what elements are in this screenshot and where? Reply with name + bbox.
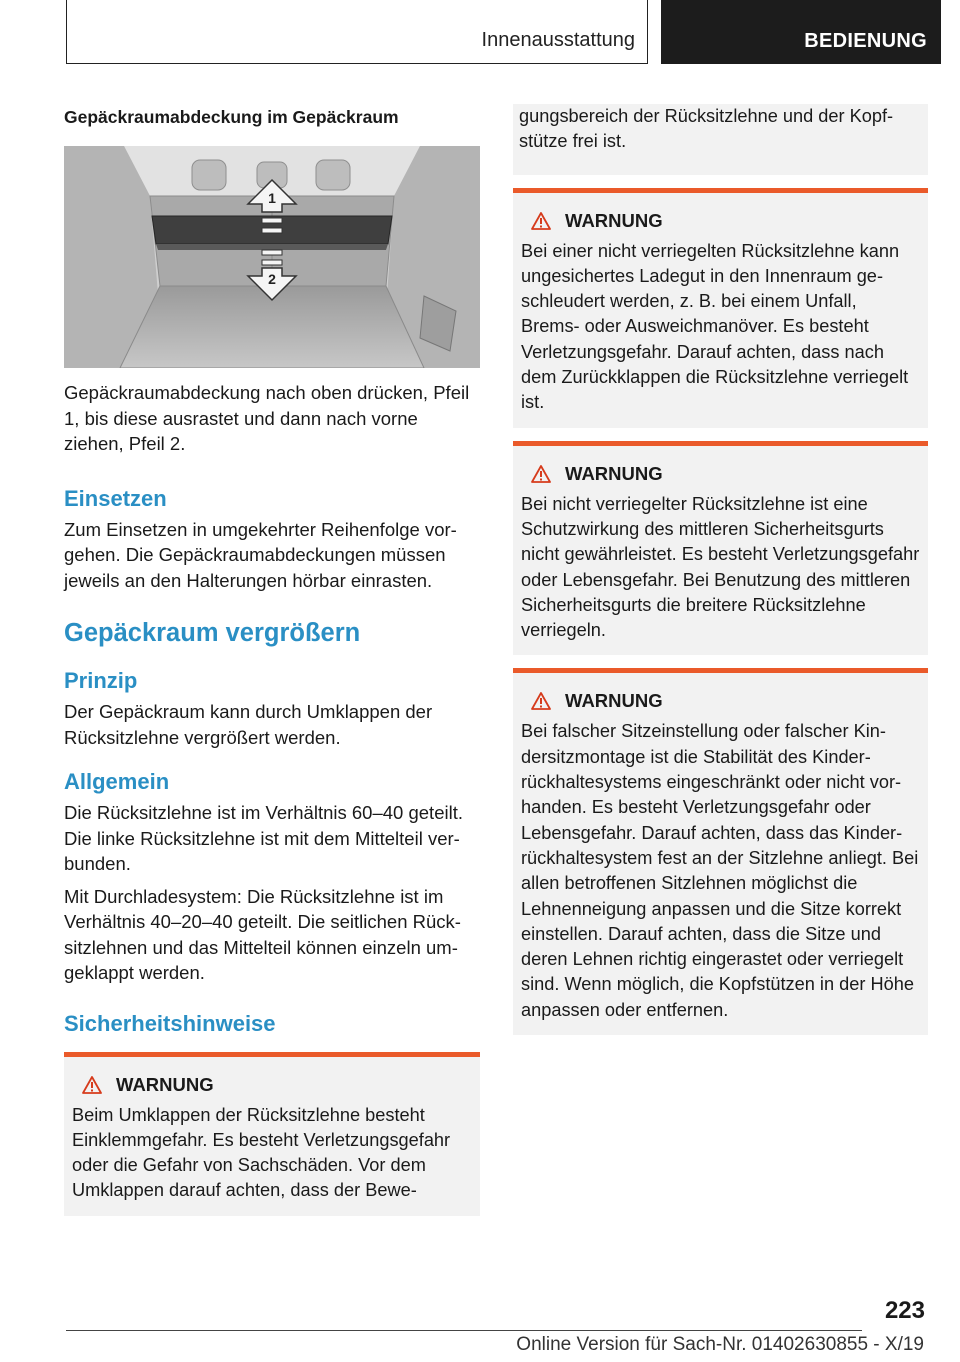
heading-einsetzen: Einsetzen xyxy=(64,485,167,511)
warning-text: Beim Umklappen der Rücksitzlehne besteht Einklemmgefahr. Es besteht Verletzungsgefahr oder die Gefahr von Sachschäden. Vor dem Umklappen darauf achten, dass der Bewe- xyxy=(72,1104,451,1201)
footer-text: Online Version für Sach-Nr. 01402630855 - X/19 xyxy=(516,1334,924,1355)
section-title: Innenausstattung xyxy=(481,29,635,51)
warning-title: WARNUNG xyxy=(72,1073,472,1097)
footer-divider xyxy=(66,1330,862,1331)
warning-triangle-icon xyxy=(531,212,551,230)
warning-title: WARNUNG xyxy=(521,689,920,713)
arrow-2-label: 2 xyxy=(268,271,276,287)
warning-text: Bei falscher Sitzeinstellung oder falscher Kindersitzmontage ist die Stabilität des Kinderrückhaltesystems eingeschränkt oder nicht vorhanden. Es besteht Verletzungsgefahr oder Lebensgefahr. Darauf achten, dass das Kinderrückhaltesystem fest an der Sitzlehne anliegt. Bei allen betroffenen Sitzlehnen möglichst die Lehnenneigung anpassen und die Sitze korrekt einstellen. Darauf achten, dass die Sitze und deren Lehnen richtig eingerastet oder verriegelt sind. Wenn möglich, die Kopfstützen in der Höhe anpassen oder entfernen. xyxy=(521,721,919,1020)
arrow-1-label: 1 xyxy=(268,190,276,206)
heading-sicherheitshinweise: Sicherheitshinweise xyxy=(64,1010,276,1036)
header-chapter-tab xyxy=(661,0,941,64)
heading-allgemein: Allgemein xyxy=(64,769,170,794)
warning-triangle-icon xyxy=(531,465,551,483)
einsetzen-text: Zum Einsetzen in umgekehrter Reihenfolge vorgehen. Die Gepäckraumabdeckungen müssen jeweils an den Halterungen hörbar einrasten. xyxy=(64,518,457,591)
warning-box-2 xyxy=(513,188,928,428)
heading-gepaeckraum-vergroessern: Gepäckraum vergrößern xyxy=(64,619,361,647)
warning-text: Bei einer nicht verriegelten Rücksitzlehne kann ungesichertes Ladegut in den Innenraum geschleudert werden, z. B. bei einem Unfall, Brems- oder Ausweichmanöver. Es besteht Verletzungsgefahr. Darauf achten, dass nach dem Zurückklappen die Rücksitzlehne verriegelt ist. xyxy=(521,240,909,413)
subsection-heading: Gepäckraumabdeckung im Gepäckraum xyxy=(64,107,399,127)
warning-triangle-icon xyxy=(531,692,551,710)
warning-title: WARNUNG xyxy=(521,462,920,486)
warning-triangle-icon xyxy=(82,1076,102,1094)
right-column xyxy=(513,104,928,1035)
left-column xyxy=(64,104,480,1216)
warning-box-1 xyxy=(64,1052,480,1216)
heading-prinzip: Prinzip xyxy=(64,668,138,693)
prinzip-text: Der Gepäckraum kann durch Umklappen der Rücksitzlehne vergrößert werden. xyxy=(64,701,433,748)
warning-box-4 xyxy=(513,668,928,1035)
warning-text-continued: gungsbereich der Rücksitzlehne und der Kopfstütze frei ist. xyxy=(519,106,894,152)
warning-box-3 xyxy=(513,441,928,656)
warning-title: WARNUNG xyxy=(521,209,920,233)
allgemein-text-1: Die Rücksitzlehne ist im Verhältnis 60–40 geteilt. Die linke Rücksitzlehne ist mit dem Mittelteil verbunden. xyxy=(64,802,463,874)
warning-box-1-continued xyxy=(513,104,928,175)
illustration-caption: Gepäckraumabdeckung nach oben drücken, Pfeil 1, bis diese ausrastet und dann nach vorne ziehen, Pfeil 2. xyxy=(64,382,470,454)
trunk-cover-illustration xyxy=(64,146,480,368)
chapter-title: BEDIENUNG xyxy=(804,30,927,52)
header-section-tab xyxy=(66,0,648,64)
warning-text: Bei nicht verriegelter Rücksitzlehne ist eine Schutzwirkung des mittleren Sicherheitsgurts nicht gewährleistet. Es besteht Verletzungsgefahr oder Lebensgefahr. Bei Benutzung des mittleren Sicherheitsgurts die breitere Rücksitzlehne verriegeln. xyxy=(521,493,920,641)
page-number: 223 xyxy=(884,1297,925,1324)
allgemein-text-2: Mit Durchladesystem: Die Rücksitzlehne ist im Verhältnis 40–20–40 geteilt. Die seitlichen Rücksitzlehnen und das Mittelteil können einzeln umgeklappt werden. xyxy=(64,885,461,983)
